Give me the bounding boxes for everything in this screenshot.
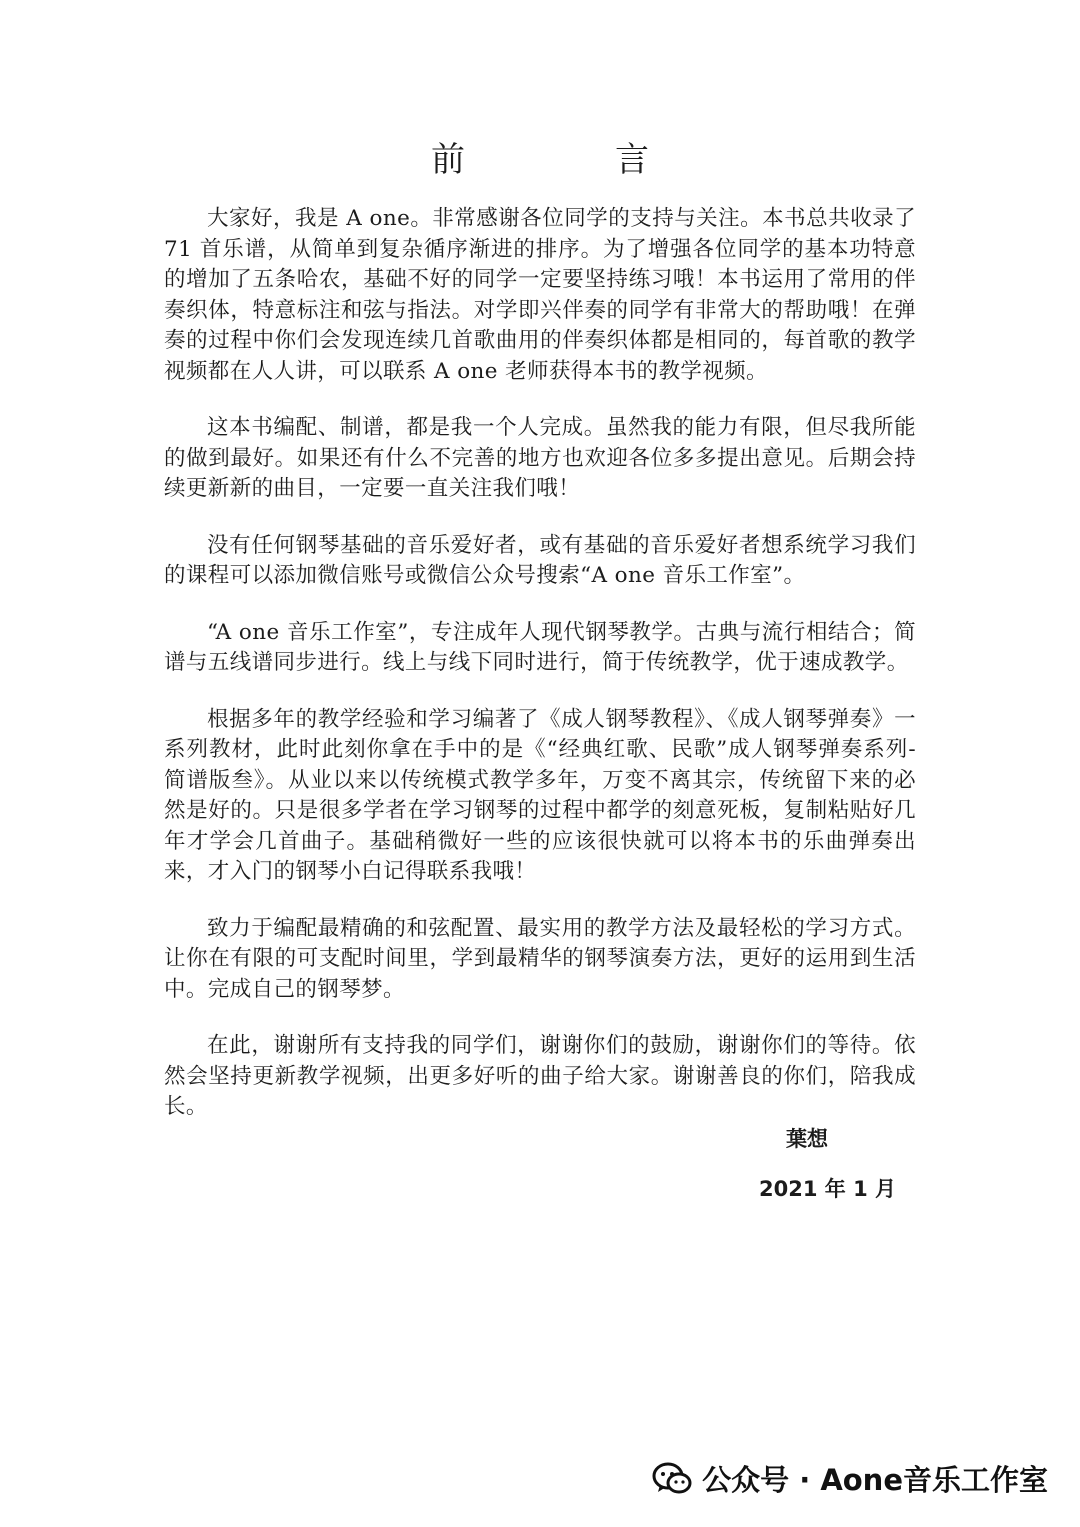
- paragraph-intro: 大家好，我是 A one。非常感谢各位同学的支持与关注。本书总共收录了 71 首乐谱，从简单到复杂循序渐进的排序。为了增强各位同学的基本功特意的增加了五条哈农，基础不好的同学一定要坚持练习哦！本书运用了常用的伴奏织体，特意标注和弦与指法。对学即兴伴奏的同学有非常大的帮助哦！在弹奏的过程中你们会发现连续几首歌曲用的伴奏织体都是相同的，每首歌的教学视频都在人人讲，可以联系 A one 老师获得本书的教学视频。: [164, 206, 916, 384]
- paragraph-thanks: 在此，谢谢所有支持我的同学们，谢谢你们的鼓励，谢谢你们的等待。依然会坚持更新教学视频，出更多好听的曲子给大家。谢谢善良的你们，陪我成长。: [164, 1033, 916, 1119]
- paragraph-authorship: 这本书编配、制谱，都是我一个人完成。虽然我的能力有限，但尽我所能的做到最好。如果还有什么不完善的地方也欢迎各位多多提出意见。后期会持续更新新的曲目，一定要一直关注我们哦！: [164, 415, 916, 501]
- paragraph-contact: 没有任何钢琴基础的音乐爱好者，或有基础的音乐爱好者想系统学习我们的课程可以添加微信账号或微信公众号搜索“A one 音乐工作室”。: [164, 532, 916, 588]
- date-line: 2021 年 1 月: [759, 1177, 896, 1201]
- paragraph-studio: “A one 音乐工作室”，专注成年人现代钢琴教学。古典与流行相结合；简谱与五线谱同步进行。线上与线下同时进行，简于传统教学，优于速成教学。: [164, 619, 916, 675]
- author-signature: 葉想: [786, 1127, 828, 1151]
- watermark: [652, 1458, 1048, 1499]
- page-title: 前 言: [431, 140, 707, 180]
- paragraph-mission: 致力于编配最精确的和弦配置、最实用的教学方法及最轻松的学习方式。让你在有限的可支配时间里，学到最精华的钢琴演奏方法，更好的运用到生活中。完成自己的钢琴梦。: [164, 915, 916, 1002]
- watermark-text: 公众号 · Aone音乐工作室: [702, 1463, 1048, 1497]
- preface-body: [164, 204, 916, 1149]
- paragraph-textbooks: 根据多年的教学经验和学习编著了《成人钢琴教程》、《成人钢琴弹奏》一系列教材，此时此刻你拿在手中的是《“经典红歌、民歌”成人钢琴弹奏系列-简谱版叁》。从业以来以传统模式教学多年，万变不离其宗，传统留下来的必然是好的。只是很多学者在学习钢琴的过程中都学的刻意死板，复制粘贴好几年才学会几首曲子。基础稍微好一些的应该很快就可以将本书的乐曲弹奏出来，才入门的钢琴小白记得联系我哦！: [164, 706, 916, 884]
- wechat-icon: [652, 1461, 692, 1497]
